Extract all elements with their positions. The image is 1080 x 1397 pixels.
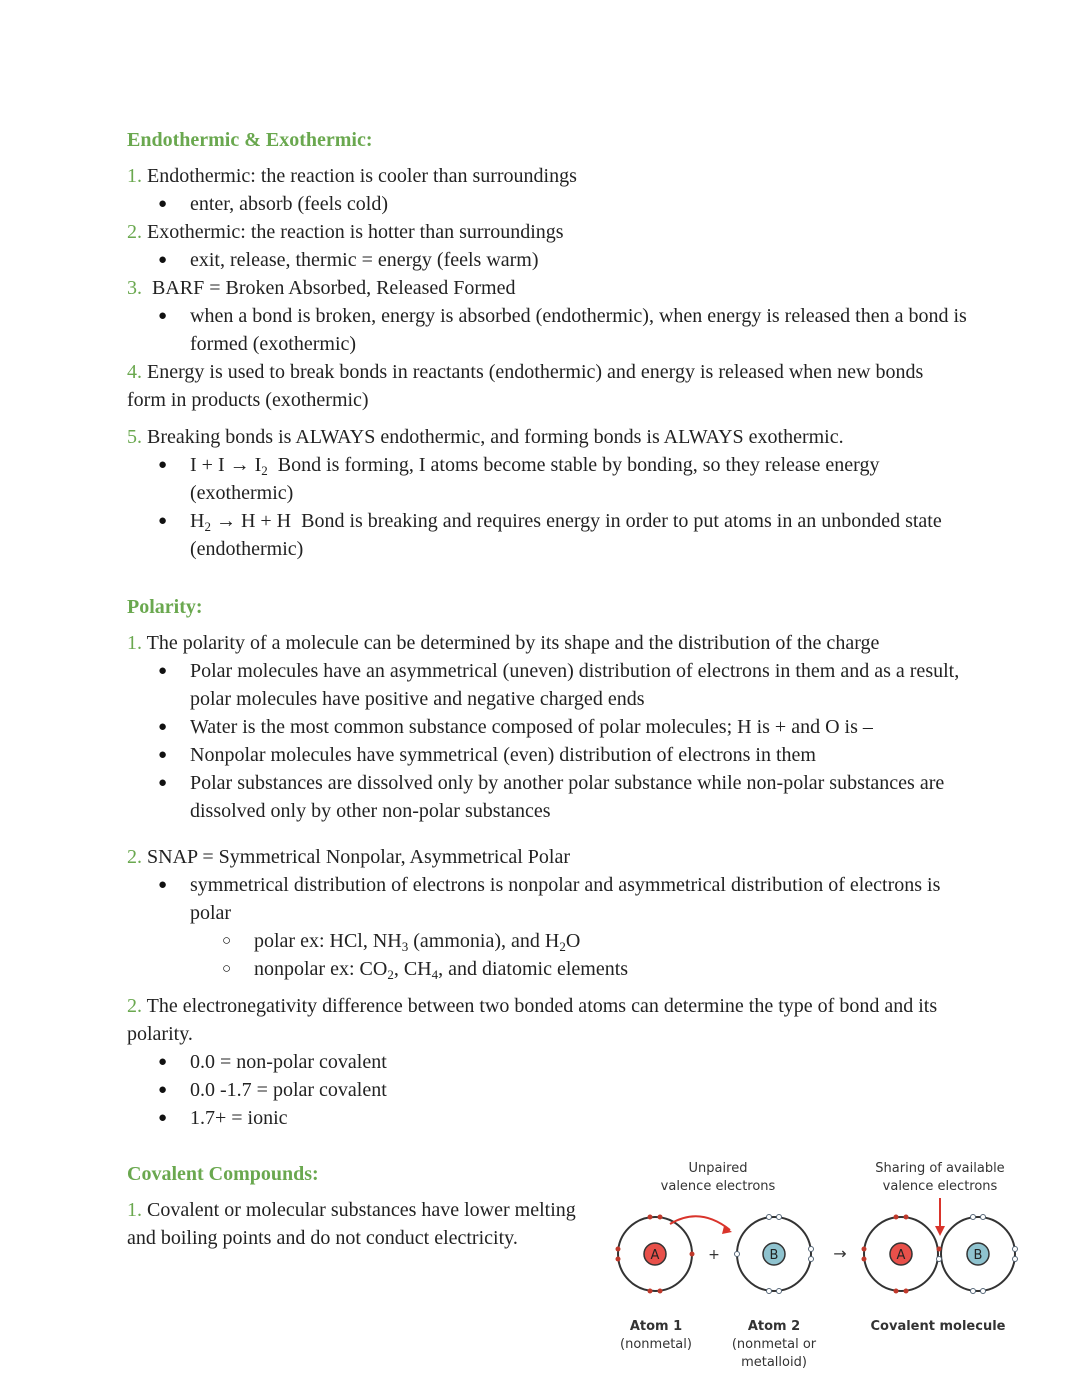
endo-item-5: 5. Breaking bonds is ALWAYS endothermic, and forming bonds is ALWAYS exothermic. [127, 426, 844, 448]
svg-text:→: → [833, 1244, 847, 1263]
covalent-molecule [862, 1198, 1018, 1294]
endo-item-3-bullet: ● when a bond is broken, energy is absorbed (endothermic), when energy is released then a bond is formed (exothermic) [127, 302, 967, 358]
polarity-item-1: 1. The polarity of a molecule can be determined by its shape and the distribution of the charge [127, 632, 880, 654]
heading-polarity: Polarity: [127, 596, 203, 618]
snap-nonpolar-example: ○ nonpolar ex: $CO_2$, $CH_4$, and diatomic elements [127, 955, 967, 983]
svg-text:B: B [973, 1248, 983, 1263]
polarity-bullet-water: ● Water is the most common substance composed of polar molecules; H is + and O is – [127, 713, 967, 741]
label-atom-2: Atom 2 [747, 1319, 801, 1334]
endo-item-1: 1. Endothermic: the reaction is cooler than surroundings [127, 165, 577, 187]
snap-polar-example: ○ polar ex: HCl, $NH_3$ (ammonia), and $H_2O$ [127, 927, 967, 955]
endo-item-4: 4. Energy is used to break bonds in reactants (endothermic) and energy is released when new bonds form in products (exothermic) [127, 361, 924, 411]
label-sharing: Sharing of available valence electrons [875, 1161, 1005, 1194]
heading-endothermic: Endothermic & Exothermic: [127, 129, 373, 151]
endo-item-5-bullet-breaking: ● $H_2 \to H + H$ Bond is breaking and requires energy in order to put atoms in an unbonded state (endothermic) [127, 507, 967, 563]
endo-item-2-bullet: ● exit, release, thermic = energy (feels warm) [127, 246, 967, 274]
transfer-arrow [670, 1216, 730, 1230]
svg-text:A: A [650, 1248, 660, 1263]
covalent-item-1: 1. Covalent or molecular substances have lower melting and boiling points and do not conduct electricity. [127, 1199, 576, 1249]
heading-covalent: Covalent Compounds: [127, 1163, 319, 1185]
polarity-item-3: 2. The electronegativity difference between two bonded atoms can determine the type of bond and its polarity. [127, 995, 938, 1045]
label-atom-1: Atom 1 [629, 1319, 683, 1334]
svg-text:+: + [708, 1247, 720, 1263]
svg-text:B: B [769, 1248, 779, 1263]
label-covalent-molecule: Covalent molecule [870, 1319, 1006, 1334]
polarity-bullet-dissolve: ● Polar substances are dissolved only by another polar substance while non-polar substances are dissolved only by other non-polar substances [127, 769, 967, 825]
endo-item-5-bullet-forming: ● $I + I \to I_2$ Bond is forming, I atoms become stable by bonding, so they release energy (exothermic) [127, 451, 967, 507]
en-bullet-polar: ● 0.0 -1.7 = polar covalent [127, 1076, 967, 1104]
polarity-bullet-polar: ● Polar molecules have an asymmetrical (uneven) distribution of electrons in them and as a result, polar molecules have positive and negative charged ends [127, 657, 967, 713]
polarity-bullet-nonpolar: ● Nonpolar molecules have symmetrical (even) distribution of electrons in them [127, 741, 967, 769]
svg-text:A: A [896, 1248, 906, 1263]
endo-item-3: 3. BARF = Broken Absorbed, Released Formed [127, 277, 516, 299]
label-atom-2-sub: (nonmetal or metalloid) [731, 1337, 817, 1370]
endo-item-1-bullets [127, 190, 967, 218]
endo-item-1-bullet: ● enter, absorb (feels cold) [127, 190, 967, 218]
label-unpaired: Unpaired valence electrons [660, 1161, 776, 1194]
en-bullet-ionic: ● 1.7+ = ionic [127, 1104, 967, 1132]
covalent-bond-figure [608, 1156, 1028, 1376]
snap-bullet: ● symmetrical distribution of electrons is nonpolar and asymmetrical distribution of electrons is polar [127, 871, 967, 927]
polarity-item-2: 2. SNAP = Symmetrical Nonpolar, Asymmetrical Polar [127, 846, 571, 868]
document-page [127, 126, 967, 1252]
atom-2 [735, 1215, 814, 1294]
endo-item-2: 2. Exothermic: the reaction is hotter than surroundings [127, 221, 564, 243]
label-atom-1-sub: (nonmetal) [620, 1337, 692, 1352]
atom-1 [616, 1215, 695, 1294]
en-bullet-nonpolar: ● 0.0 = non-polar covalent [127, 1048, 967, 1076]
